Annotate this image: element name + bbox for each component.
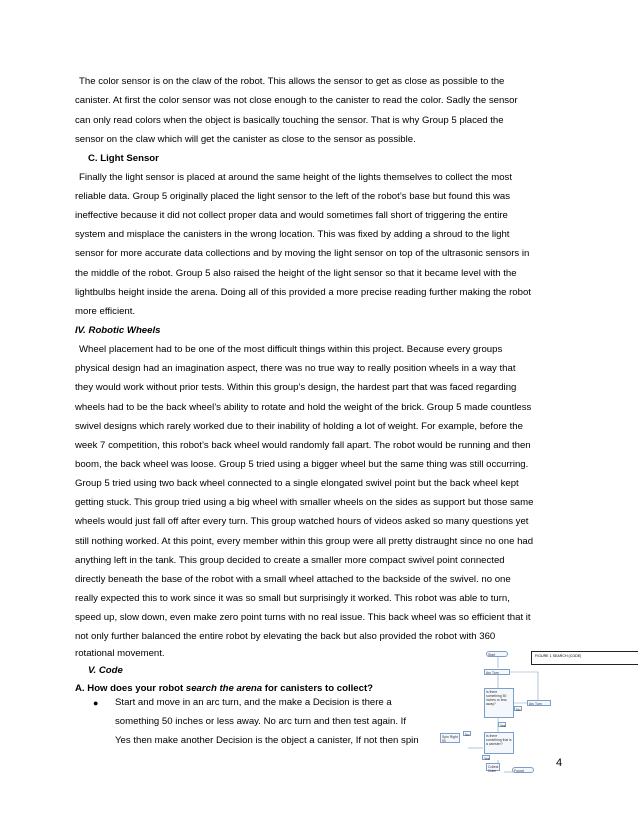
- flow-no-label-2: No: [465, 733, 470, 737]
- flow-yes-label: Yes: [500, 724, 506, 728]
- section-heading-robotic-wheels: IV. Robotic Wheels: [75, 325, 161, 336]
- text-line: physical design had an imagination aspect, there was no true way to really position wheels in a way that: [75, 363, 516, 374]
- text-line: Wheel placement had to be one of the most difficult things within this project. Because every groups: [79, 344, 503, 355]
- text-line: getting stuck. This group tried using a big wheel with smaller wheels on the sides as support but those same: [75, 497, 534, 508]
- question-prefix: A. How does your robot: [75, 683, 186, 694]
- text-line: Finally the light sensor is placed at around the same height of the lights themselves to collect the most: [79, 172, 513, 183]
- flow-collect: Collect Cube: [488, 765, 499, 773]
- text-line: the middle of the robot. Group 5 also raised the height of the light sensor so that it became level with the: [75, 268, 517, 279]
- text-line: speed up, slow down, even make zero point turns with no real issue. This back wheel was so efficient that it: [75, 612, 531, 623]
- question-suffix: for canisters to collect?: [262, 683, 374, 694]
- flow-no-label: No: [516, 708, 521, 712]
- section-heading-light-sensor: C. Light Sensor: [88, 153, 159, 164]
- bullet-text-line: Start and move in an arc turn, and the make a Decision is there a: [115, 697, 392, 708]
- text-line: sensor for more accurate data collections and by moving the light sensor on top of the ultrasonic sensors in: [75, 248, 530, 259]
- text-line: boom, the back wheel was loose. Group 5 tried using a bigger wheel but the same thing was still occurring.: [75, 459, 529, 470]
- text-line: Group 5 tried using two back wheel connected to a single elongated swivel point but the back wheel kept: [75, 478, 519, 489]
- flow-end: Found: [512, 767, 534, 773]
- flow-arc-turn: Arc Turn: [484, 669, 510, 675]
- section-heading-code: V. Code: [88, 665, 123, 676]
- figure-legend: FIGURE 1 SEARCH (CODE): [531, 651, 638, 665]
- flow-decision-canister: Is there something that is a canister?: [484, 732, 514, 754]
- text-line: sensor on the claw which will get the canister as close to the sensor as possible.: [75, 134, 416, 145]
- text-line: wheels had to be the back wheel’s ability to rotate and hold the weight of the brick. Group 5 made countless: [75, 402, 532, 413]
- text-line: really expected this to work since it was so small but surprisingly it worked. This robot was able to turn,: [75, 593, 510, 604]
- text-line: week 7 competition, this robot’s back wheel would randomly fall apart. The robot would be running and then: [75, 440, 531, 451]
- text-line: swivel designs which rarely worked due to their inability of holding a lot of weight. For example, before the: [75, 421, 523, 432]
- flow-decision-distance: Is there something 50 inches or less away?: [484, 688, 514, 718]
- flow-yes-label-2: Yes: [484, 757, 490, 761]
- text-line: not only further balanced the entire robot by elevating the back but also provided the robot with 360: [75, 631, 496, 642]
- text-line: anything left in the tank. This group decided to create a smaller more compact swivel point connected: [75, 555, 505, 566]
- text-line: ineffective because it did not collect proper data and would sometimes fall short of triggering the entire: [75, 210, 508, 221]
- flow-arc-turn-2: Arc Turn: [527, 700, 551, 706]
- text-line: they would work without prior tests. Within this group’s design, the hardest part that was faced regarding: [75, 382, 517, 393]
- bullet-text-line: Yes then make another Decision is the object a canister, If not then spin: [115, 735, 419, 746]
- question-emphasis: search the arena: [185, 683, 263, 694]
- text-line: directly beneath the base of the robot with a small wheel attached to the backside of the swivel. no one: [75, 574, 511, 585]
- text-line: more efficient.: [75, 306, 136, 317]
- bullet-marker: ●: [93, 698, 99, 708]
- bullet-text-line: something 50 inches or less away. No arc turn and then test again. If: [115, 716, 406, 727]
- text-line: can only read colors when the object is basically touching the sensor. That is why Group 5 placed the: [75, 115, 504, 126]
- search-flowchart: [438, 648, 638, 778]
- text-line: still nothing worked. At this point, every member within this group were all pretty distraught since no one had: [75, 536, 534, 547]
- text-line: system and misplace the canisters in the wrong location. This was fixed by adding a shroud to the light: [75, 229, 510, 240]
- text-line: canister. At first the color sensor was not close enough to the canister to read the color. Sadly the sensor: [75, 95, 518, 106]
- text-line: reliable data. Group 5 originally placed the light sensor to the left of the robot’s base but found this was: [75, 191, 511, 202]
- flow-spin-right: Spin Right 90: [440, 733, 460, 743]
- page-number: 4: [556, 757, 563, 769]
- text-line: wheels would just fall off after every turn. This group watched hours of videos asked so many questions yet: [75, 516, 529, 527]
- text-line: The color sensor is on the claw of the robot. This allows the sensor to get as close as possible to the: [79, 76, 505, 87]
- text-line: rotational movement.: [75, 648, 165, 659]
- question-heading: [75, 683, 373, 695]
- flow-start: Start: [486, 651, 508, 657]
- text-line: lightbulbs height inside the arena. Doing all of this provided a more precise reading further making the robot: [75, 287, 531, 298]
